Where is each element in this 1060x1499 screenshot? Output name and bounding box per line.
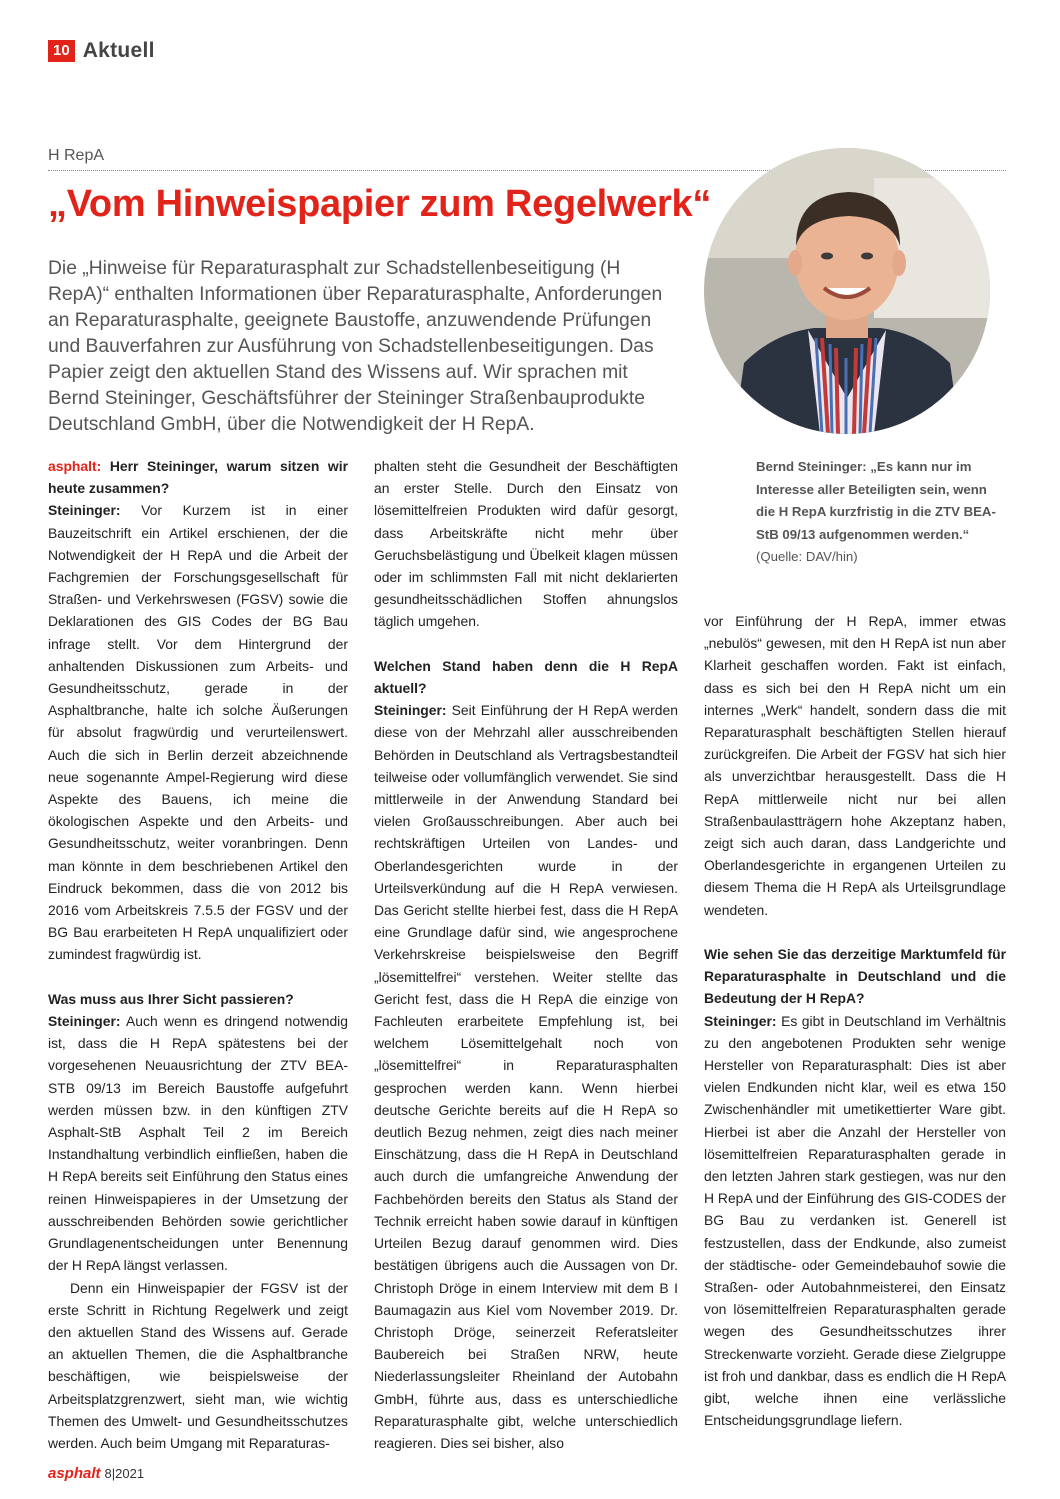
magazine-logo: asphalt xyxy=(48,1465,101,1482)
question-1 xyxy=(48,455,348,499)
answer-text: Es gibt in Deutschland im Verhältnis zu den angebotenen Produkten sehr wenige Hersteller von Reparaturasphalt: Dies ist aber vielen Endkunden nicht klar, weil es etwa 150 Zwischenhändler mit umetikettierter Ware gibt. Hierbei ist aber die Anzahl der Hersteller von lösemittelfreien Reparaturasphalten gerade in den letzten Jahren stark gestiegen, was nur den H RepA und der Einführung des GIS-CODES der BG Bau zu verdanken ist. Generell ist festzustellen, dass der Endkunde, also zumeist der städtische- oder Gemeindebauhof sowie die Straßen- oder Autobahnmeisterei, den Einsatz von lösemittelfreien Reparaturasphalten gerade wegen des Gesundheitsschutzes ihrer Streckenwarte vorzieht. Gerade diese Zielgruppe ist froh und dankbar, dass es endlich die H RepA gibt, welche ihnen eine verlässliche Entscheidungsgrundlage liefern. xyxy=(704,1012,1006,1429)
speaker-label: Steininger: xyxy=(374,702,447,719)
question-2: Was muss aus Ihrer Sicht passieren? xyxy=(48,990,294,1007)
answer-2-paragraph: Denn ein Hinweispapier der FGSV ist der erste Schritt in Richtung Regelwerk und zeigt den aktuellen Stand des Wissens auf. Gerade an aktuellen Themen, die die Asphaltbranche beschäftigen, wie beispielsweise der Arbeitsplatzgrenzwert, sieht man, wie wichtig Themen des Umwelt- und Gesundheitsschutzes werden. Auch beim Umgang mit Reparaturas- xyxy=(48,1279,348,1451)
answer-3 xyxy=(374,699,678,1454)
portrait-photo xyxy=(704,148,990,434)
section-title: Aktuell xyxy=(82,39,155,62)
caption-credit: (Quelle: DAV/hin) xyxy=(756,549,858,564)
page-header xyxy=(48,38,155,64)
speaker-label: Steininger: xyxy=(48,502,121,519)
answer-2 xyxy=(48,1010,348,1276)
answer-continuation: vor Einführung der H RepA, immer etwas „nebulös“ gewesen, mit den H RepA ist nun aber Klarheit geschaffen worden. Fakt ist einfach, dass es sich bei den H RepA nicht um ein internes „Werk“ handelt, sondern dass die mit Reparaturasphalt beschäftigten Stellen hierauf zurückgreifen. Die Arbeit der FGSV hat sich hier als unverzichtbar herausgestellt. Dass die H RepA mittlerweile nicht nur bei allen Straßenbaulastträgern hohe Akzeptanz haben, zeigt sich auch daran, dass Landgerichte und Oberlandesgerichte in ergangenen Urteilen zu diesem Thema die H RepA als Urteilsgrundlage wendeten. xyxy=(704,613,1006,918)
page-number: 10 xyxy=(48,40,75,62)
question-3: Welchen Stand haben denn die H RepA aktuell? xyxy=(374,657,678,697)
article-headline: „Vom Hinweispapier zum Regelwerk“ xyxy=(48,183,712,225)
answer-text: Seit Einführung der H RepA werden diese von der Mehrzahl aller ausschreibenden Behörden in Deutschland als Vertragsbestandteil teilweise oder vollumfänglich verwendet. Sie sind mittlerweile in der Anwendung Standard bei vielen Großausschreibungen. Aber auch bei rechtskräftigen Urteilen von Landes- und Oberlandesgerichten wurde in der Urteilsverkündung auf die H RepA verwiesen. Das Gericht stellte hierbei fest, dass die H RepA eine Grundlage dafür sind, wie angesprochene Verkehrskreise beispielsweise den Begriff „lösemittelfrei“ verstehen. Weiter stellte das Gericht fest, dass die H RepA die einzige von Fachleuten erarbeitete Empfehlung ist, bei welchem Lösemittelgehalt noch von „lösemittelfrei“ in Reparaturasphalten gesprochen werden kann. Wenn hierbei deutsche Gerichte bereits auf die H RepA so deutlich Bezug nehmen, zeigt dies nach meiner Einschätzung, dass die H RepA in Deutschland auch durch die umfangreiche Anwendung der Fachbehörden bereits den Status als Stand der Technik erreicht haben sowie darauf in künftigen Urteilen Bezug darauf genommen wird. Dies bestätigen übrigens auch die Aussagen von Dr. Christoph Dröge in einem Interview mit dem B I Baumagazin aus Kiel vom November 2019. Dr. Christoph Dröge, seinerzeit Referatsleiter Baubereich bei Straßen NRW, heute Niederlassungsleiter Rheinland der Autobahn GmbH, führte aus, dass es unterschiedliche Reparaturasphalte gibt, welche unterschiedlich reagieren. Dies sei bisher, also xyxy=(374,702,678,1451)
speaker-label: Steininger: xyxy=(704,1012,777,1029)
text-column-1 xyxy=(48,455,348,1454)
text-column-2 xyxy=(374,455,678,1454)
answer-text: Auch wenn es dringend notwendig ist, dass die H RepA spätestens bei der vorgesehenen Neuausrichtung der ZTV BEA-STB 09/13 im Bereich Baustoffe aufgefuhrt werden müssen bzw. in den künftigen ZTV Asphalt-StB Asphalt Teil 2 im Bereich Instandhaltung verbindlich einfließen, haben die H RepA bereits seit Einführung den Status eines reinen Hinweispapieres in der Umsetzung der ausschreibenden Behörden sowie gerichtlicher Grundlagenentscheidungen unter Benennung der H RepA längst verlassen. xyxy=(48,1013,348,1274)
answer-continuation: phalten steht die Gesundheit der Beschäftigten an erster Stelle. Durch den Einsatz von lösemittelfreien Produkten wird dafür gesorgt, dass Arbeitskräfte nicht mehr über Geruchsbelästigung und Übelkeit klagen müssen oder im schlimmsten Fall mit nicht deklarierten gesundheitsschädlichen Stoffen ahnungslos täglich umgehen. xyxy=(374,458,678,630)
page-footer xyxy=(48,1465,144,1482)
photo-caption xyxy=(756,456,996,569)
article-kicker: H RepA xyxy=(48,147,105,164)
issue-number: 8|2021 xyxy=(104,1466,145,1481)
interviewer-label: asphalt: xyxy=(48,458,102,474)
question-4: Wie sehen Sie das derzeitige Marktumfeld für Reparaturasphalte in Deutschland und die Bedeutung der H RepA? xyxy=(704,946,1006,1007)
caption-text: Bernd Steininger: „Es kann nur im Interesse aller Beteiligten sein, wenn die H RepA kurzfristig in die ZTV BEA-StB 09/13 aufgenommen werden.“ xyxy=(756,459,996,542)
text-column-3 xyxy=(704,610,1006,1432)
article-lead: Die „Hinweise für Reparaturasphalt zur Schadstellenbeseitigung (H RepA)“ enthalten Informationen über Reparaturasphalte, Anforderungen an Reparaturasphalte, geeignete Baustoffe, anzuwendende Prüfungen und Bauverfahren zur Ausführung von Schadstellenbeseitigungen. Das Papier zeigt den aktuellen Stand des Wissens auf. Wir sprachen mit Bernd Steininger, Geschäftsführer der Steininger Straßenbauprodukte Deutschland GmbH, über die Notwendigkeit der H RepA. xyxy=(48,258,663,435)
question-text: Herr Steininger, warum sitzen wir heute zusammen? xyxy=(48,458,348,497)
answer-text: Vor Kurzem ist in einer Bauzeitschrift ein Artikel erschienen, der die Notwendigkeit der H RepA und die Arbeit der Fachgremien der Forschungsgesellschaft für Straßen- und Verkehrswesen (FGSV) sowie die Deklarationen des GIS Codes der BG Bau infrage stellt. Vor dem Hintergrund der anhaltenden Diskussionen zum Arbeits- und Gesundheitsschutz, gerade in der Asphaltbranche, halte ich solche Äußerungen für absolut fragwürdig und verurteilenswert. Auch die sich in Berlin derzeit abzeichnende neue sogenannte Ampel-Regierung wird diese Aspekte des Bauens, ich meine die ökologischen Aspekte und den Arbeits- und Gesundheitsschutz, weiter voranbringen. Denn man könnte in dem beschriebenen Artikel den Eindruck bekommen, dass die von 2012 bis 2016 vom Arbeitskreis 7.5.5 der FGSV und der BG Bau erarbeiteten H RepA unqualifiziert oder zumindest fragwürdig ist. xyxy=(48,502,348,963)
speaker-label: Steininger: xyxy=(48,1013,121,1030)
answer-4 xyxy=(704,1010,1006,1432)
answer-1 xyxy=(48,499,348,965)
